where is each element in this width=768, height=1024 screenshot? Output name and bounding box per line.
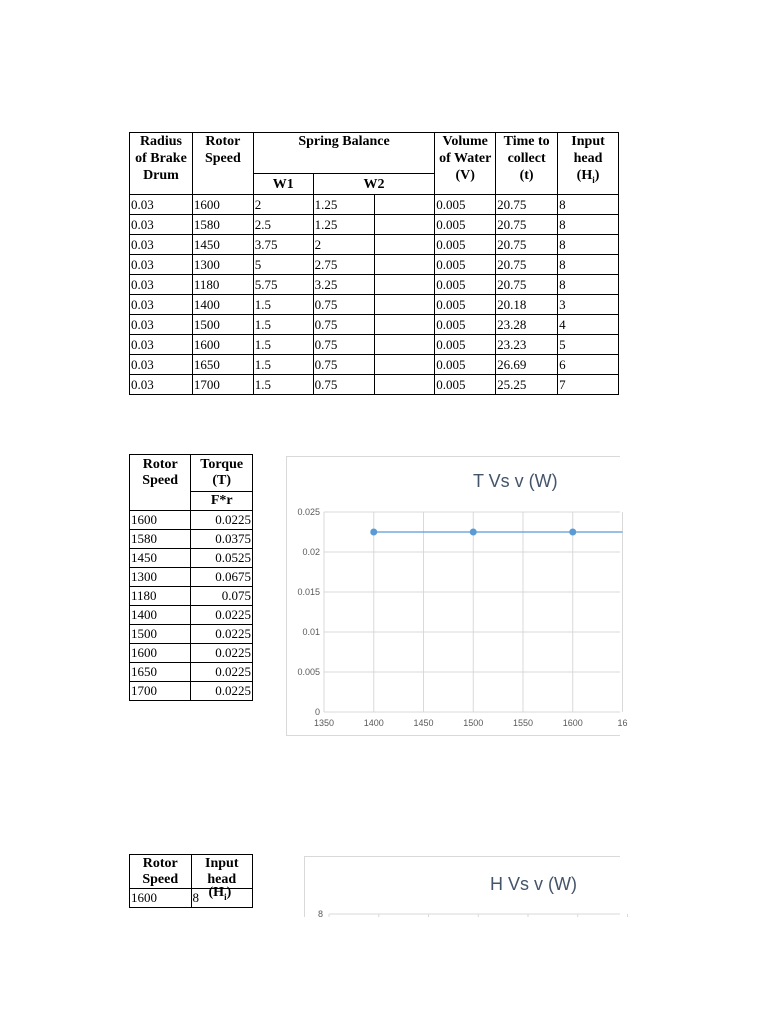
table-cell-time: 20.75 [496,215,558,235]
table-cell-radius: 0.03 [130,215,193,235]
head-symbol: $(H_i)$ [208,885,232,902]
y-tick-label: 0.015 [297,587,320,597]
x-tick-label: 1350 [313,718,335,728]
table-cell-speed: 1600 [130,889,192,908]
table-cell-w1: 1.5 [253,375,313,395]
table-cell-w1: 5.75 [253,275,313,295]
header-input-head: Input head [191,855,252,889]
table-row [130,315,619,335]
table-cell-torque: 0.0675 [191,568,253,587]
table-cell-input-head: 4 [558,315,619,335]
table-cell-rotor-speed: 1700 [192,375,253,395]
x-tick-label: 1500 [463,718,484,728]
table-cell-head: 8 $(H_i)$ [191,889,252,908]
torque-table [129,454,253,701]
table-cell-w2-extra [375,335,435,355]
table-cell-rotor-speed: 1180 [192,275,253,295]
table-cell-radius: 0.03 [130,255,193,275]
table-cell-volume: 0.005 [435,335,496,355]
table-cell-time: 25.25 [496,375,558,395]
table-cell-w2: 3.25 [313,275,375,295]
table-cell-radius: 0.03 [130,195,193,215]
table-cell-rotor-speed: 1400 [192,295,253,315]
y-tick-label: 0.01 [302,627,320,637]
table-cell-w1: 1.5 [253,295,313,315]
table-cell-volume: 0.005 [435,255,496,275]
table-row [130,295,619,315]
table-row [130,663,253,682]
header-rotor-speed: Rotor Speed [192,133,253,195]
table-row [130,644,253,663]
y-tick-label: 0 [314,707,320,717]
chart-title: T Vs v (W) [473,471,558,491]
table-cell-rotor-speed: 1500 [192,315,253,335]
table-cell-radius: 0.03 [130,235,193,255]
table-cell-w2: 0.75 [313,375,375,395]
table-cell-w2: 0.75 [313,335,375,355]
table-cell-w2-extra [375,235,435,255]
table-cell-w2: 2.75 [313,255,375,275]
table-cell-speed: 1600 [130,644,191,663]
header-rotor-speed: Rotor Speed [130,455,191,511]
table-cell-radius: 0.03 [130,335,193,355]
torque-table-body [130,511,253,701]
table-cell-w2-extra [375,315,435,335]
table-cell-rotor-speed: 1300 [192,255,253,275]
header-rotor-speed: Rotor Speed [130,855,192,889]
table-cell-w2: 1.25 [313,195,375,215]
table-cell-w2-extra [375,195,435,215]
y-tick-label: 0.005 [297,667,320,677]
table-cell-volume: 0.005 [435,215,496,235]
table-cell-speed: 1300 [130,568,191,587]
table-cell-radius: 0.03 [130,355,193,375]
table-cell-speed: 1180 [130,587,191,606]
table-cell-w2-extra [375,295,435,315]
table-cell-time: 20.75 [496,255,558,275]
table-cell-time: 20.75 [496,195,558,215]
table-cell-torque: 0.0525 [191,549,253,568]
table-cell-speed: 1580 [130,530,191,549]
table-cell-radius: 0.03 [130,375,193,395]
table-cell-speed: 1700 [130,682,191,701]
x-tick-label: 1550 [512,718,534,728]
table-row [130,195,619,215]
table-cell-input-head: 8 [558,255,619,275]
table-cell-w1: 3.75 [253,235,313,255]
y-tick-label: 8 [317,909,323,919]
header-formula: F*r [191,492,253,511]
table-row [130,530,253,549]
table-cell-w2: 0.75 [313,355,375,375]
table-cell-w2-extra [375,255,435,275]
input-head-table [129,854,253,908]
table-cell-torque: 0.0225 [191,644,253,663]
header-input-head: Input head $(H_i)$ [558,133,619,195]
table-row [130,235,619,255]
header-w2: W2 [313,174,435,195]
table-cell-torque: 0.0225 [191,511,253,530]
table-cell-input-head: 8 [558,215,619,235]
table-cell-w1: 1.5 [253,315,313,335]
table-cell-speed: 1650 [130,663,191,682]
table-row [130,568,253,587]
table-cell-volume: 0.005 [435,275,496,295]
table-row [130,587,253,606]
table-cell-rotor-speed: 1650 [192,355,253,375]
table-cell-radius: 0.03 [130,315,193,335]
table-row [130,275,619,295]
table-cell-volume: 0.005 [435,355,496,375]
table-cell-speed: 1450 [130,549,191,568]
table-cell-rotor-speed: 1600 [192,195,253,215]
table-cell-time: 20.18 [496,295,558,315]
table-cell-w2: 0.75 [313,315,375,335]
table-cell-w2: 1.25 [313,215,375,235]
table-cell-time: 23.23 [496,335,558,355]
spring-balance-table [129,132,619,395]
table-cell-w2-extra [375,375,435,395]
table-cell-input-head: 8 [558,275,619,295]
table-row [130,215,619,235]
header-spring-balance: Spring Balance [253,133,434,174]
table-row [130,606,253,625]
header-w1: W1 [253,174,313,195]
table-cell-input-head: 5 [558,335,619,355]
table-cell-torque: 0.0375 [191,530,253,549]
head-vs-speed-chart [304,856,620,917]
table-cell-torque: 0.0225 [191,663,253,682]
table-cell-w2: 2 [313,235,375,255]
header-volume: Volume of Water (V) [435,133,496,195]
table-cell-w1: 5 [253,255,313,275]
table-cell-input-head: 3 [558,295,619,315]
table-cell-input-head: 8 [558,235,619,255]
header-radius: Radius of Brake Drum [130,133,193,195]
table-cell-speed: 1500 [130,625,191,644]
data-point [569,529,576,536]
torque-vs-speed-chart [286,456,628,736]
table-row [130,511,253,530]
data-point [470,529,477,536]
table-cell-w1: 1.5 [253,335,313,355]
table-cell-time: 26.69 [496,355,558,375]
table-cell-rotor-speed: 1600 [192,335,253,355]
table-cell-w1: 2 [253,195,313,215]
x-tick-label: 1600 [562,718,583,728]
table-cell-w2: 0.75 [313,295,375,315]
table-cell-torque: 0.0225 [191,606,253,625]
table-cell-w1: 1.5 [253,355,313,375]
spring-balance-table-body [130,195,619,395]
table-row [130,682,253,701]
table-row [130,625,253,644]
table-cell-volume: 0.005 [435,375,496,395]
header-time: Time to collect (t) [496,133,558,195]
table-cell-speed: 1400 [130,606,191,625]
table-cell-input-head: 6 [558,355,619,375]
table-cell-time: 20.75 [496,235,558,255]
table-cell-time: 23.28 [496,315,558,335]
table-cell-speed: 1600 [130,511,191,530]
header-torque: Torque (T) [191,455,253,492]
table-cell-w1: 2.5 [253,215,313,235]
x-tick-label: 1450 [413,718,434,728]
table-cell-volume: 0.005 [435,235,496,255]
table-cell-torque: 0.0225 [191,682,253,701]
y-tick-label: 0.025 [297,507,320,517]
table-cell-rotor-speed: 1450 [192,235,253,255]
table-cell-w2-extra [375,215,435,235]
table-cell-volume: 0.005 [435,295,496,315]
table-cell-input-head: 7 [558,375,619,395]
table-cell-time: 20.75 [496,275,558,295]
table-cell-w2-extra [375,275,435,295]
table-cell-rotor-speed: 1580 [192,215,253,235]
table-cell-torque: 0.0225 [191,625,253,644]
x-tick-label: 1400 [363,718,384,728]
table-cell-radius: 0.03 [130,295,193,315]
x-tick-label: 16 [617,718,628,728]
table-cell-radius: 0.03 [130,275,193,295]
table-cell-volume: 0.005 [435,195,496,215]
chart-plot-area [287,457,628,735]
table-cell-torque: 0.075 [191,587,253,606]
table-row [130,355,619,375]
data-point [370,529,377,536]
table-cell-volume: 0.005 [435,315,496,335]
y-tick-label: 0.02 [302,547,320,557]
table-row [130,335,619,355]
table-row [130,375,619,395]
table-row [130,549,253,568]
table-row [130,255,619,275]
chart-title: H Vs v (W) [490,874,577,894]
table-cell-w2-extra [375,355,435,375]
table-cell-input-head: 8 [558,195,619,215]
